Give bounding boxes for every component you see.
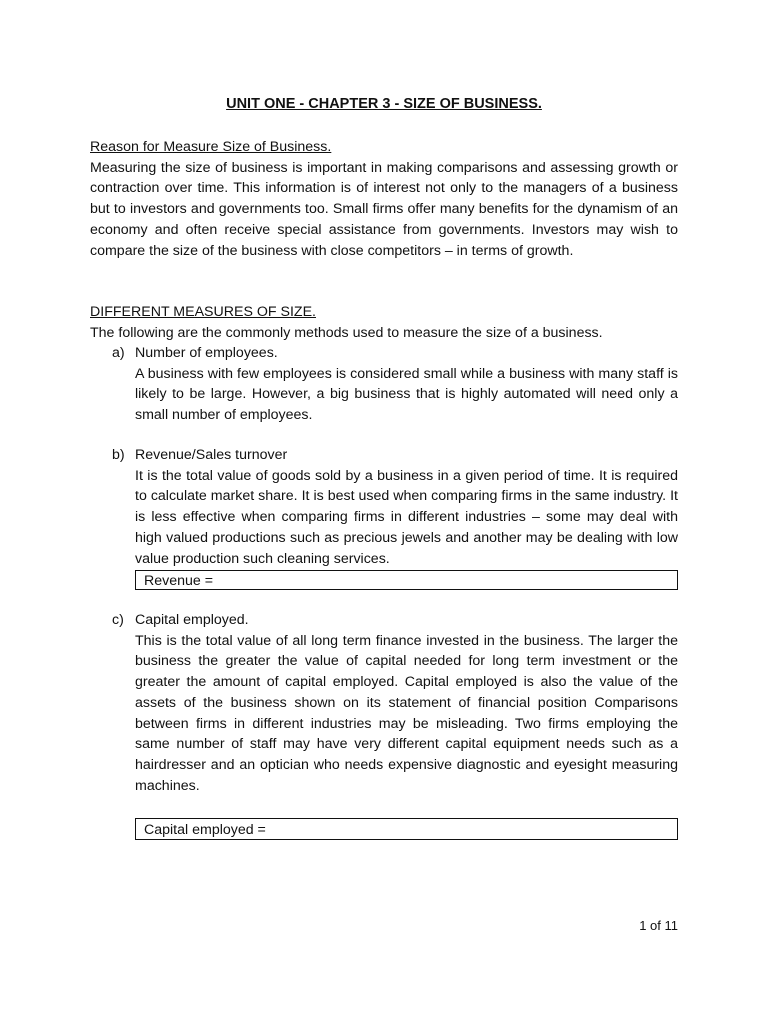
formula-box-capital: Capital employed = (135, 818, 678, 840)
section-heading-reason: Reason for Measure Size of Business. (90, 139, 332, 155)
list-marker: a) (112, 345, 125, 361)
list-item-revenue (90, 445, 678, 590)
page-number-current: 1 (639, 918, 647, 933)
formula-box-revenue: Revenue = (135, 570, 678, 590)
section-heading-measures: DIFFERENT MEASURES OF SIZE. (90, 304, 316, 320)
list-item-employees (90, 343, 678, 426)
page-number-total: of 11 (650, 918, 678, 933)
list-item-title: Capital employed. (135, 612, 249, 628)
list-item-text: It is the total value of goods sold by a business in a given period of time. It is required to calculate market share. It is best used when comparing firms in the same industry. It is less effective when comparing firms in different industries – some may deal with high valued productions such as precious jewels and another may be dealing with low value production such cleaning services. (135, 467, 678, 567)
section-reason (90, 137, 678, 261)
section-measures (90, 302, 678, 343)
list-item-title: Revenue/Sales turnover (135, 447, 288, 463)
list-item-capital (90, 610, 678, 840)
section-intro-measures: The following are the commonly methods used to measure the size of a business. (90, 324, 603, 341)
page-number (639, 918, 678, 933)
list-marker: c) (112, 612, 124, 628)
section-paragraph-reason: Measuring the size of business is important in making comparisons and assessing growth or contraction over time. This information is of interest not only to the managers of a business but to investors and governments too. Small firms offer many benefits for the dynamism of an economy and often receive special assistance from governments. Investors may wish to compare the size of the business with close competitors – in terms of growth. (90, 159, 678, 259)
page-title: UNIT ONE - CHAPTER 3 - SIZE OF BUSINESS. (226, 96, 542, 112)
list-marker: b) (112, 447, 125, 463)
list-item-text: This is the total value of all long term finance invested in the business. The larger the business the greater the value of capital needed for long term investment or the greater the amount of capital employed. Capital employed is also the value of the assets of the business shown on its statement of financial position Comparisons between firms in different industries may be misleading. Two firms employing the same number of staff may have very different capital equipment needs such as a hairdresser and an optician who needs expensive diagnostic and eyesight measuring machines. (135, 632, 678, 794)
list-item-title: Number of employees. (135, 345, 278, 361)
list-item-text: A business with few employees is considered small while a business with many staff is likely to be large. However, a big business that is highly automated will need only a small number of employees. (135, 365, 678, 424)
